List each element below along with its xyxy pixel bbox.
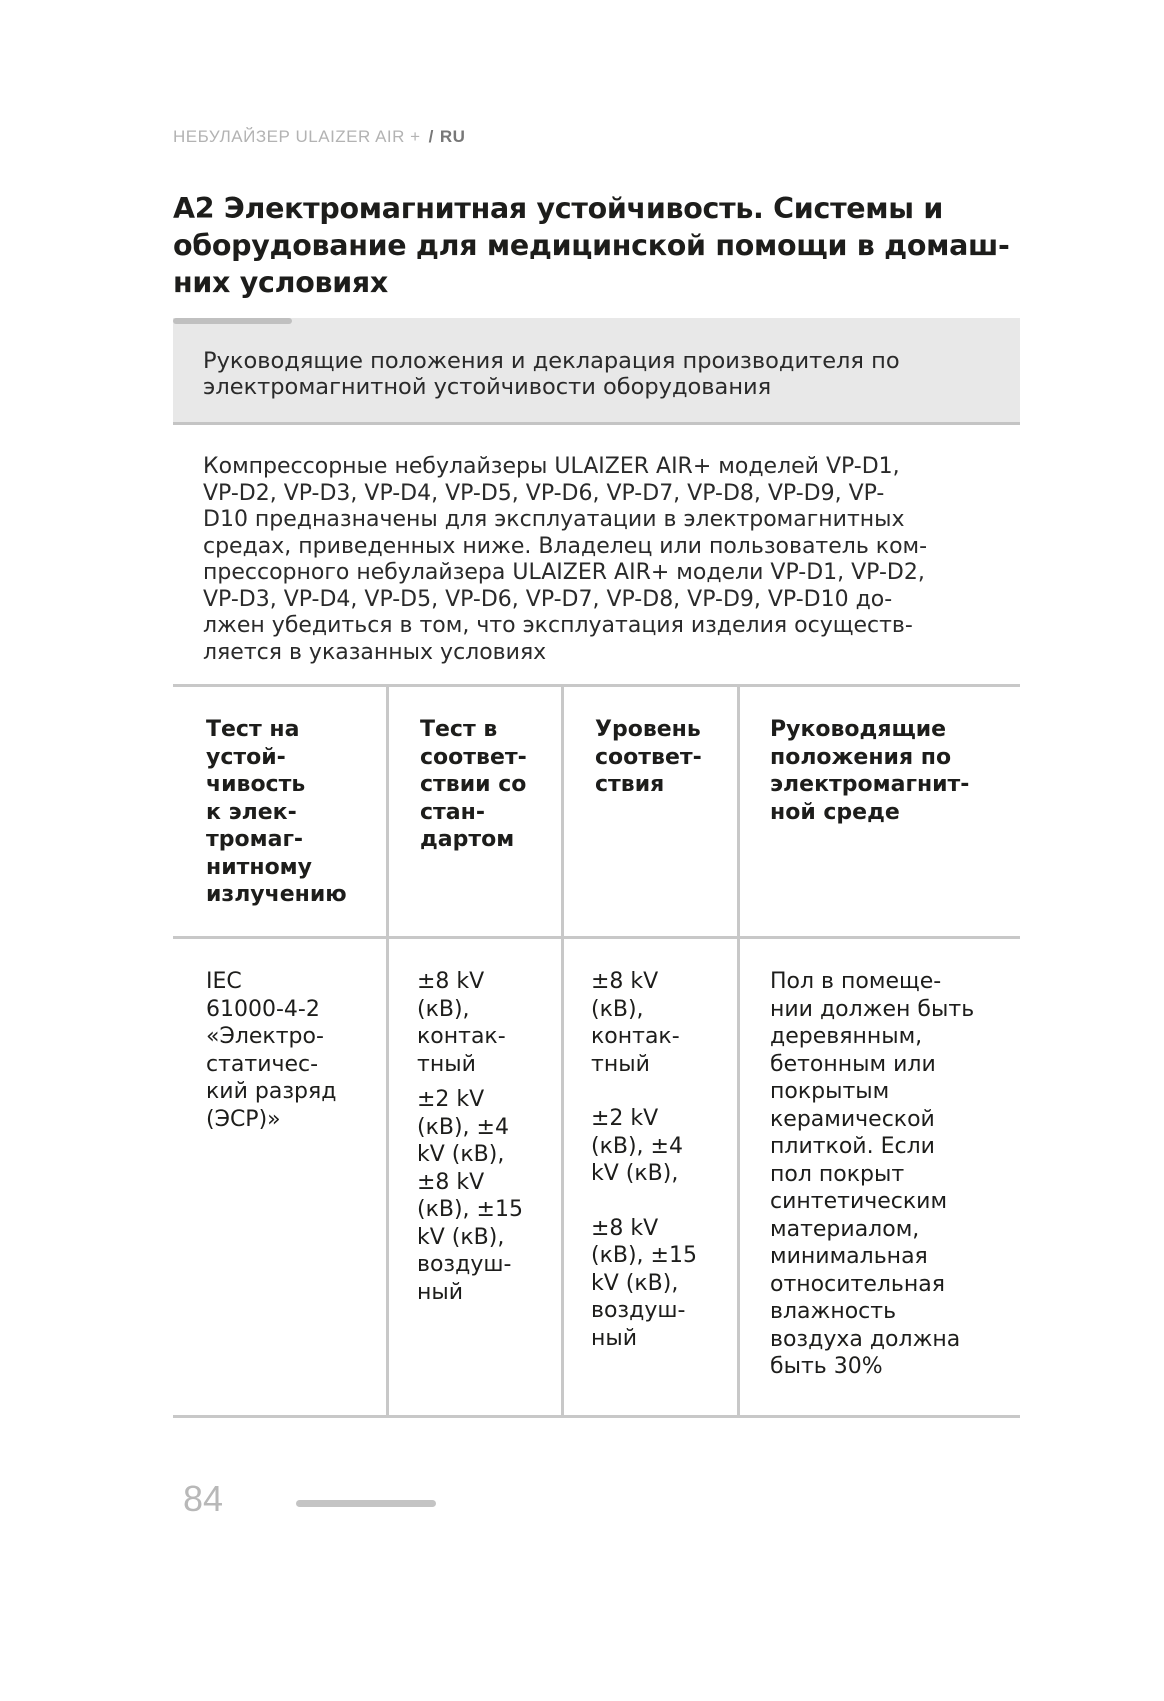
cell-line: (кВ), (417, 996, 470, 1022)
cell-line: воздуха должна (770, 1326, 961, 1352)
cell-line: (кВ), ±4 (417, 1114, 509, 1140)
header-line: чивость (206, 772, 306, 797)
column-divider (561, 684, 564, 1418)
cell-line: IEC (206, 969, 242, 994)
cell-line: быть 30% (770, 1354, 883, 1379)
cell-line: контак- (417, 1024, 506, 1049)
cell-line: ±8 kV (591, 969, 659, 994)
cell-line: синтетическим (770, 1189, 948, 1214)
cell-line: (кВ), (591, 996, 644, 1022)
cell-line: ±8 kV (417, 969, 485, 994)
title-line: A2 Электромагнитная устойчивость. Системы и (173, 192, 944, 225)
cell-line: ±2 kV (417, 1087, 485, 1112)
cell-line: kV (кВ), (417, 1224, 505, 1250)
cell-line: ±8 kV (417, 1169, 485, 1195)
cell-line: материалом, (770, 1216, 920, 1242)
table-header-rule (173, 936, 1020, 939)
header-line: излучению (206, 882, 347, 907)
section-title (173, 190, 1033, 301)
title-line: оборудование для медицинской помощи в домаш- (173, 229, 1010, 262)
header-line: дартом (420, 827, 515, 852)
running-head (173, 127, 465, 147)
cell-line: Пол в помеще- (770, 969, 942, 994)
declaration-heading (203, 348, 1003, 400)
header-standard-test (420, 716, 560, 854)
cell-line: ный (417, 1279, 464, 1305)
header-line: стан- (420, 799, 485, 825)
header-compliance-level (595, 716, 735, 799)
cell-line: (кВ), ±15 (591, 1243, 697, 1268)
cell-line: «Электро- (206, 1024, 324, 1049)
cell-line: минимальная (770, 1244, 928, 1269)
running-head-product: НЕБУЛАЙЗЕР ULAIZER AIR + (173, 127, 421, 146)
header-line: Руководящие (770, 717, 947, 742)
cell-line: (кВ), ±15 (417, 1197, 523, 1222)
cell-line: контак- (591, 1024, 680, 1049)
header-line: Тест на (206, 717, 300, 742)
cell-line: влажность (770, 1299, 897, 1324)
page-number: 84 (183, 1478, 224, 1519)
cell-line: kV (кВ), (591, 1161, 679, 1186)
header-line: ствия (595, 772, 665, 797)
intro-line: лжен убедиться в том, что эксплуатация изделия осуществ- (203, 613, 913, 638)
cell-line: пол покрыт (770, 1161, 905, 1187)
accent-bar (173, 318, 292, 324)
cell-line: (ЭСР)» (206, 1106, 281, 1132)
intro-line: D10 предназначены для эксплуатации в электромагнитных (203, 507, 905, 532)
cell-line: керамической (770, 1106, 935, 1132)
heading-line: электромагнитной устойчивости оборудования (203, 374, 772, 400)
header-line: устой- (206, 744, 286, 770)
cell-line: тный (417, 1051, 476, 1077)
column-divider (386, 684, 389, 1418)
cell-line: kV (кВ), (591, 1270, 679, 1296)
intro-line: VP-D3, VP-D4, VP-D5, VP-D6, VP-D7, VP-D8, VP-D9, VP-D10 до- (203, 586, 893, 612)
heading-line: Руководящие положения и декларация производителя по (203, 348, 900, 374)
cell-line: kV (кВ), (417, 1142, 505, 1167)
header-line: Уровень (595, 717, 701, 742)
cell-line: кий разряд (206, 1079, 337, 1104)
table-top-rule (173, 684, 1020, 687)
cell-compliance-level (591, 968, 735, 1352)
intro-line: средах, приведенных ниже. Владелец или пользователь ком- (203, 533, 928, 559)
header-line: Тест в (420, 717, 498, 742)
header-line: ной среде (770, 799, 900, 825)
declaration-heading-box (173, 318, 1020, 425)
header-guidance (770, 716, 1015, 826)
intro-paragraph (203, 454, 993, 666)
cell-line: плиткой. Если (770, 1134, 935, 1159)
footer-decorative-bar (296, 1500, 436, 1507)
cell-standard-test (417, 968, 559, 1306)
cell-line: (кВ), ±4 (591, 1133, 683, 1159)
cell-line: 61000-4-2 (206, 996, 320, 1022)
emc-table (173, 684, 1020, 1418)
column-divider (737, 684, 740, 1418)
intro-line: Компрессорные небулайзеры ULAIZER AIR+ моделей VP-D1, (203, 454, 900, 479)
cell-line: воздуш- (591, 1298, 686, 1323)
intro-line: прессорного небулайзера ULAIZER AIR+ модели VP-D1, VP-D2, (203, 560, 925, 585)
header-line: нитному (206, 854, 313, 880)
cell-test (206, 968, 384, 1133)
cell-line: бетонным или (770, 1051, 936, 1077)
header-line: соответ- (420, 744, 527, 770)
header-line: положения по (770, 744, 952, 770)
header-line: ствии со (420, 772, 527, 797)
cell-line: ±2 kV (591, 1106, 659, 1131)
cell-line: воздуш- (417, 1252, 512, 1277)
cell-line: ±8 kV (591, 1215, 659, 1241)
cell-line: покрытым (770, 1079, 890, 1104)
title-line: них условиях (173, 266, 388, 299)
intro-line: VP-D2, VP-D3, VP-D4, VP-D5, VP-D6, VP-D7, VP-D8, VP-D9, VP- (203, 480, 885, 506)
running-head-separator: / (428, 127, 434, 146)
running-head-language: RU (439, 127, 466, 146)
cell-line: относительная (770, 1271, 945, 1297)
header-line: к элек- (206, 799, 297, 825)
table-bottom-rule (173, 1415, 1020, 1418)
cell-line: тный (591, 1051, 650, 1077)
cell-line: нии должен быть (770, 996, 975, 1022)
cell-line: деревянным, (770, 1024, 923, 1049)
cell-line: статичес- (206, 1051, 319, 1077)
cell-guidance (770, 968, 1015, 1381)
header-test (206, 716, 381, 909)
header-line: тромаг- (206, 827, 304, 852)
cell-line: ный (591, 1325, 638, 1351)
header-line: электромагнит- (770, 772, 970, 797)
intro-line: ляется в указанных условиях (203, 639, 547, 665)
header-line: соответ- (595, 744, 702, 770)
